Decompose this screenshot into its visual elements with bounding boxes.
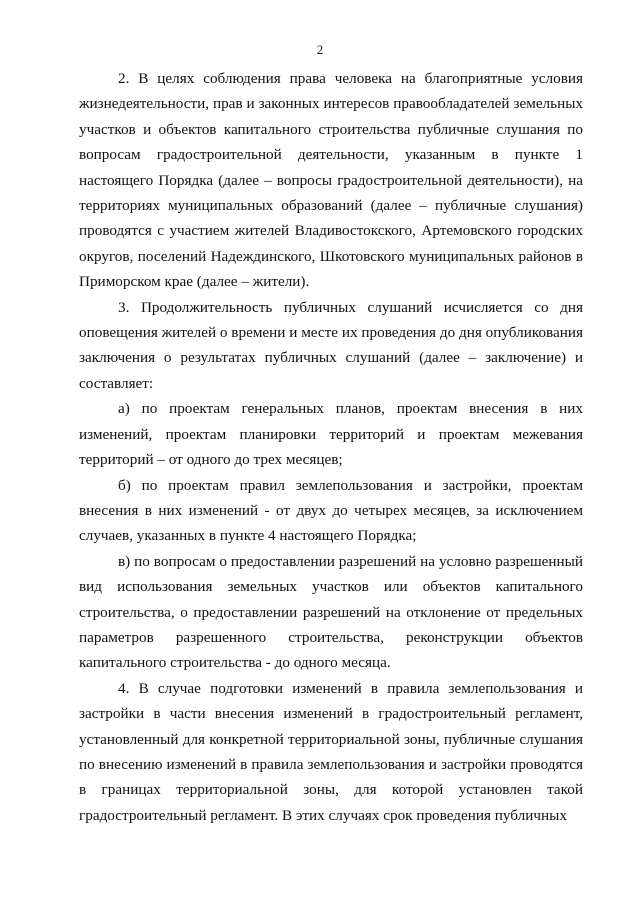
paragraph-subitem-b: б) по проектам правил землепользования и застройки, проектам внесения в них изменений - от двух до четырех месяцев, за исключением случаев, указанных в пункте 4 настоящего Порядка; — [79, 476, 583, 545]
page-number: 2 — [316, 42, 324, 57]
paragraph-subitem-a: а) по проектам генеральных планов, проектам внесения в них изменений, проектам планировки территорий и проектам межевания территорий – от одного до трех месяцев; — [79, 400, 583, 469]
document-body — [79, 66, 583, 828]
paragraph-item-4: 4. В случае подготовки изменений в правила землепользования и застройки в части внесения изменений в градостроительный регламент, установленный для конкретной территориальной зоны, публичные слушания по внесению изменений в правила землепользования и застройки проводятся в границах территориальной зоны, для которой установлен такой градостроительный регламент. В этих случаях срок проведения публичных — [79, 679, 583, 824]
paragraph-item-3: 3. Продолжительность публичных слушаний исчисляется со дня оповещения жителей о времени и месте их проведения до дня опубликования заключения о результатах публичных слушаний (далее – заключение) и составляет: — [79, 298, 583, 392]
paragraph-subitem-v: в) по вопросам о предоставлении разрешений на условно разрешенный вид использования земельных участков или объектов капитального строительства, о предоставлении разрешений на отклонение от предельных параметров разрешенного строительства, реконструкции объектов капитального строительства - до одного месяца. — [79, 552, 583, 672]
paragraph-item-2: 2. В целях соблюдения права человека на благоприятные условия жизнедеятельности, прав и законных интересов правообладателей земельных участков и объектов капитального строительства публичные слушания по вопросам градостроительной деятельности, указанным в пункте 1 настоящего Порядка (далее – вопросы градостроительной деятельности), на территориях муниципальных образований (далее – публичные слушания) проводятся с участием жителей Владивостокского, Артемовского городских округов, поселений Надеждинского, Шкотовского муниципальных районов в Приморском крае (далее – жители). — [79, 70, 583, 291]
